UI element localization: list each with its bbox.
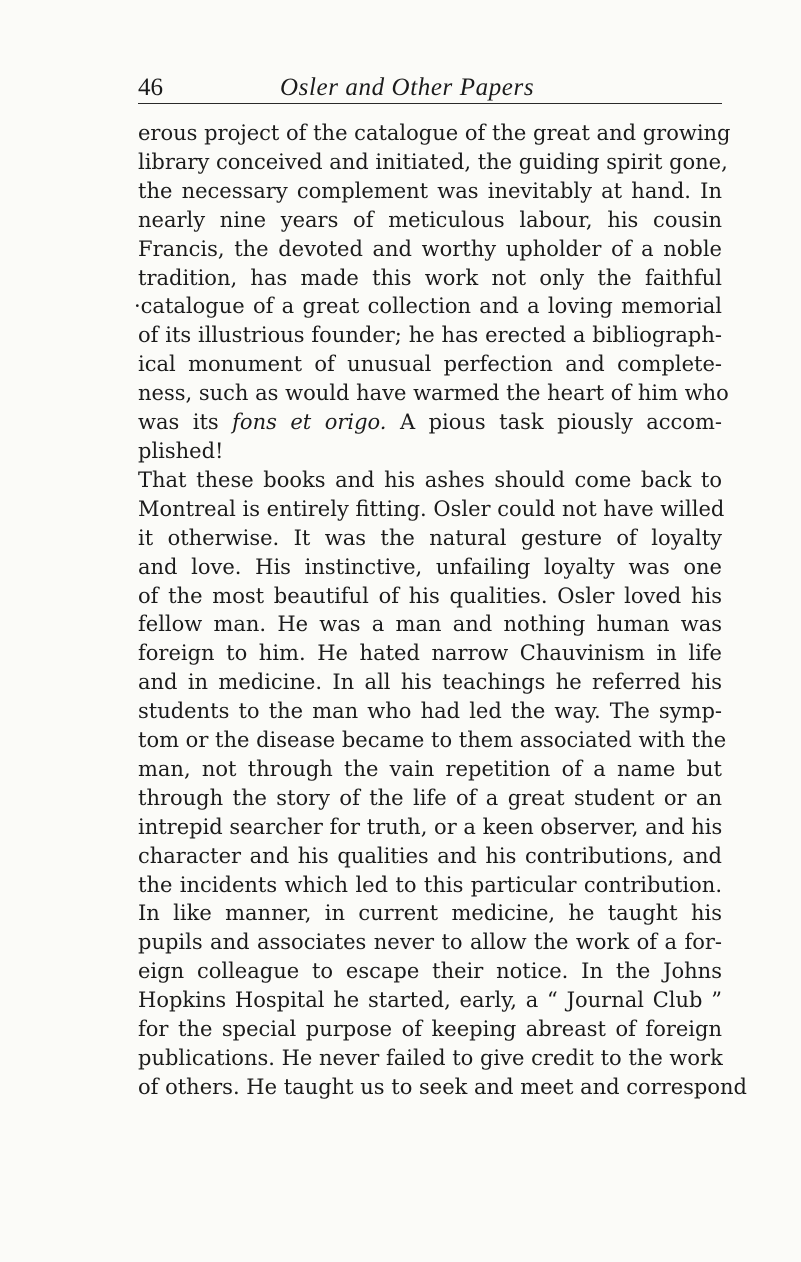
- text-line-with-italic: [138, 408, 722, 437]
- text-segment: was its: [138, 410, 233, 435]
- text-line: character and his qualities and his contributions, and: [138, 843, 722, 868]
- text-line: man, not through the vain repetition of a name but: [138, 756, 722, 781]
- text-segment: A pious task piously accom-: [386, 410, 722, 435]
- text-line: tom or the disease became to them associated with the: [138, 728, 727, 753]
- text-line: erous project of the catalogue of the great and growing: [138, 121, 731, 145]
- italic-phrase: fons et origo.: [232, 410, 387, 435]
- text-line: Montreal is entirely fitting. Osler could not have willed: [138, 496, 725, 521]
- text-line: eign colleague to escape their notice. In the Johns: [138, 959, 722, 984]
- text-line: and love. His instinctive, unfailing loyalty was one: [138, 554, 722, 579]
- text-line: nearly nine years of meticulous labour, his cousin: [138, 207, 722, 232]
- text-line: the necessary complement was inevitably at hand. In: [138, 178, 722, 203]
- text-line: In like manner, in current medicine, he taught his: [138, 901, 722, 926]
- text-line: ness, such as would have warmed the heart of him who: [138, 381, 729, 406]
- text-line: tradition, has made this work not only the faithful: [138, 265, 722, 290]
- text-line: Hopkins Hospital he started, early, a “ Journal Club ”: [138, 988, 722, 1013]
- text-line: Francis, the devoted and worthy upholder of a noble: [138, 236, 722, 261]
- running-header: [138, 74, 722, 104]
- text-line: ical monument of unusual perfection and complete-: [138, 352, 722, 377]
- text-line: of its illustrious founder; he has erected a bibliograph-: [138, 323, 722, 348]
- running-title: Osler and Other Papers: [280, 74, 535, 101]
- text-line: ·catalogue of a great collection and a loving memorial: [134, 294, 722, 319]
- text-line: it otherwise. It was the natural gesture of loyalty: [138, 525, 722, 550]
- text-line: through the story of the life of a great student or an: [138, 785, 722, 810]
- text-line: publications. He never failed to give credit to the work: [138, 1046, 723, 1070]
- text-line: intrepid searcher for truth, or a keen observer, and his: [138, 814, 723, 839]
- text-line: and in medicine. In all his teachings he referred his: [138, 670, 722, 695]
- text-line: the incidents which led to this particular contribution.: [138, 872, 722, 897]
- paragraph-2: [138, 466, 747, 1102]
- paragraph-1: [134, 119, 731, 466]
- text-line: fellow man. He was a man and nothing human was: [138, 612, 722, 637]
- text-line: pupils and associates never to allow the work of a for-: [138, 930, 722, 955]
- text-line: for the special purpose of keeping abreast of foreign: [138, 1017, 722, 1042]
- text-line: of the most beautiful of his qualities. Osler loved his: [138, 583, 722, 608]
- body-text: [134, 119, 747, 1102]
- text-line: students to the man who had led the way. The symp-: [138, 699, 722, 724]
- book-page: [134, 74, 747, 1102]
- text-line: foreign to him. He hated narrow Chauvinism in life: [138, 641, 722, 666]
- text-line: plished!: [138, 438, 224, 463]
- text-line: That these books and his ashes should come back to: [138, 467, 722, 492]
- page-number: 46: [138, 74, 163, 101]
- text-line: of others. He taught us to seek and meet and correspond: [138, 1074, 747, 1099]
- text-line: library conceived and initiated, the guiding spirit gone,: [138, 149, 728, 174]
